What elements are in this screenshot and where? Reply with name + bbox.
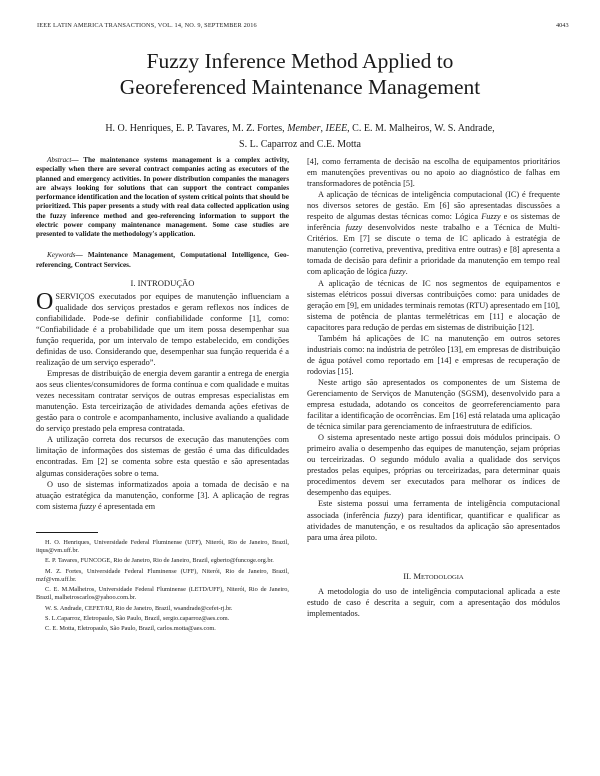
right-column (307, 156, 560, 619)
keywords (36, 251, 289, 270)
footnote-rule (36, 532, 98, 533)
r2-b: e os sistemas de inferência (307, 212, 560, 233)
authors-sep: , (320, 123, 326, 134)
intro-paragraph-3: A utilização correta dos recursos de execução das manutenções com limitação de informações dos sistemas de gestão é uma das dificuldades encontradas. Em [2] se comenta sobre esta questão e são apresentadas algumas considerações sobre o tema. (36, 435, 289, 478)
r7-a: Este sistema possui uma ferramenta de inteligência computacional associada (inferência (307, 499, 560, 520)
authors-part-b: , C. E. M. Malheiros, W. S. Andrade, (347, 123, 495, 134)
section-heading-introducao: I. INTRODUÇÃO (130, 277, 195, 288)
footnote-motta: C. E. Motta, Eletropaulo, São Paulo, Brazil, carlos.motta@aes.com. (45, 625, 216, 633)
r2-d: . (405, 267, 408, 277)
keywords-text: Maintenance Management, Computational Intelligence, Geo-referencing, Contract Services. (36, 251, 289, 269)
right-paragraph-4: Também há aplicações de IC na manutenção em outros setores industriais como: na indústria de petróleo [13], em empresas de distribuição de água potável como reportado em [14] e empresas de recuperação de rodovias [15]. (307, 333, 560, 376)
intro-p1-text: SERVIÇOS executados por equipes de manutenção influenciam a qualidade dos serviços prestados e geram reflexos nos índices de confiabilidade. Pode-se definir confiabilidade conforme [1], como: “Confiabilidade é a probabilidade que um item possa desempenhar sua função requerida, por um intervalo de tempo estabelecido, em condições definidas de uso. Considerando que, desempenhar sua função requerida é a realização de um serviço esperado”. (36, 291, 289, 368)
keywords-dash: — (75, 251, 88, 260)
right-paragraph-2 (307, 189, 560, 277)
footnote-tavares: E. P. Tavares, FUNCOGE, Rio de Janeiro, Rio de Janeiro, Brazil, egberto@funcoge.org.br. (45, 557, 274, 565)
title-line-1: Fuzzy Inference Method Applied to (146, 49, 454, 73)
paper-title (0, 48, 600, 100)
r2-fuzzy-2: fuzzy (345, 223, 363, 233)
right-paragraph-6: O sistema apresentado neste artigo possui dois módulos principais. O primeiro avalia o desempenho das equipes de manutenção, sejam próprias ou terceirizadas. O segundo módulo avalia a qualidade dos serviços prestados pelas equipes, próprias ou terceirizadas, para determinar quais procedimentos devem ser executados para melhorar os índices de desempenho das equipes. (307, 433, 560, 498)
footnote-fortes: M. Z. Fortes, Universidade Federal Fluminense (UFF), Niterói, Rio de Janeiro, Brazil, mzf@vm.uff.br. (36, 567, 289, 583)
keywords-label: Keywords (47, 251, 76, 260)
metodologia-rest: ETODOLOGIA (420, 573, 464, 581)
footnote-henriques: H. O. Henriques, Universidade Federal Fluminense (UFF), Niterói, Rio de Janeiro, Brazil, itqus@vm.uff.br. (36, 538, 289, 554)
footnote-malheiros: C. E. M.Malheiros, Universidade Federal Fluminense (LETD/UFF), Niterói, Rio de Janeiro, Brazil, malheiroscarlos@yahoo.com.br. (36, 586, 289, 602)
intro-p4-a: O uso de sistemas informatizados apoia a tomada de decisão e na atuação estratégica da manutenção, conforme [3]. A aplicação de regras com sistema (36, 479, 289, 511)
abstract (36, 156, 289, 239)
footnote-caparroz: S. L.Caparroz, Eletropaulo, São Paulo, Brazil, sergio.caparroz@aes.com. (45, 615, 230, 623)
r2-a: A aplicação de técnicas de inteligência computacional (IC) é frequente nos diversos setores de gestão. Em [6] são apresentadas discussões a respeito de algumas destas técnicas como: Lógica (307, 190, 560, 222)
intro-paragraph-4 (36, 479, 289, 512)
r2-fuzzy-3: fuzzy (389, 267, 406, 277)
metodologia-paragraph-1: A metodologia do uso de inteligência computacional aplicada a este estudo de caso é descrita a seguir, com a apresentação dos módulos implementados. (307, 586, 560, 618)
intro-p4-b: é apresentada em (95, 501, 156, 511)
intro-paragraph-2: Empresas de distribuição de energia devem garantir a entrega de energia aos seus clientes/consumidores de forma contínua e com qualidade e muitas vezes necessitam contratar serviços de outras empresas especialistas em manutenção. Esta terceirização de atividades demanda ações efetivas de gestão para o controle e acompanhamento, inclusive avaliando a qualidade do serviço prestado pela empresa contratada. (36, 369, 289, 434)
right-paragraph-1: [4], como ferramenta de decisão na escolha de equipamentos prioritários em manutenções preventivas ou no apoio ao diagnóstico de falhas em transformadores de potência [5]. (307, 157, 560, 189)
r7-fuzzy: fuzzy (384, 510, 401, 520)
section-heading-metodologia (307, 570, 560, 584)
r7-b: ) para identificar, quantificar e qualificar as atividades de manutenção, e os resultados da aplicação são apresentados para uma área piloto. (307, 510, 560, 542)
left-column (36, 156, 289, 636)
right-paragraph-5: Neste artigo são apresentados os componentes de um Sistema de Gerenciamento de Serviços de Manutenção (SGSM), desenvolvido para a empresa estudada, adotando os conceitos de georreferenciamento para facilitar a identificação de ocorrências. Em [16] está relatada uma aplicação de técnica similar para gerenciamento de infraestrutura de edifícios. (307, 377, 560, 432)
abstract-label: Abstract (47, 156, 72, 164)
r2-fuzzy-1: Fuzzy (481, 212, 501, 222)
author-line-2: S. L. Caparroz and C.E. Motta (239, 139, 361, 150)
intro-paragraph-1 (36, 288, 289, 368)
right-paragraph-7 (307, 498, 560, 542)
authors-ieee: IEEE (325, 123, 348, 134)
metodologia-num: II. M (403, 570, 421, 581)
authors-member: Member (287, 123, 321, 134)
author-line-1 (0, 121, 600, 137)
journal-header: IEEE LATIN AMERICA TRANSACTIONS, VOL. 14, NO. 9, SEPTEMBER 2016 (37, 22, 257, 29)
r2-c: desenvolvidos neste trabalho e a Técnica de Multi-Critérios. Em [7] se discute o tema de IC aplicado à estratégia de manutenção (corretiva, preventiva, preditiva entre outras) e [8] apresenta a tomada de decisão para definir a prioridade da manutenção em tempo real com aplicação de lógica (307, 223, 560, 277)
drop-cap: O (36, 288, 54, 315)
abstract-text: The maintenance systems management is a complex activity, especially when there are several contract companies acting as executors of the planned and emergency activities. In power distribution companies the managers are always looking for solutions that can support the contract companies performance identification and the location of system critical points that should be prioritized. This paper presents a study with real data collected application using the fuzzy inference method and geo-referencing information to support the electric power company maintenance management. Some case studies are presented to validate the methodology's application. (36, 156, 290, 238)
footnote-andrade: W. S. Andrade, CEFET/RJ, Rio de Janeiro, Brazil, wsandrade@cefet-rj.br. (45, 604, 233, 612)
title-line-2: Georeferenced Maintenance Management (119, 75, 481, 99)
intro-p4-fuzzy: fuzzy (79, 501, 96, 511)
page-number: 4043 (556, 22, 569, 29)
abstract-dash: — (71, 156, 84, 164)
right-paragraph-3: A aplicação de técnicas de IC nos segmentos de equipamentos e sistemas elétricos possui diversas contribuições como: para unidades de geração em [9], em unidades terminais remotas (RTU) apresentado em [10], sistema de potência de plantas termelétricas em [11] e alocação de capacitores para redução de perdas em sistemas de distribuição [12]. (307, 278, 560, 332)
authors-part-a: H. O. Henriques, E. P. Tavares, M. Z. Fortes, (105, 123, 288, 134)
author-list (0, 121, 600, 153)
